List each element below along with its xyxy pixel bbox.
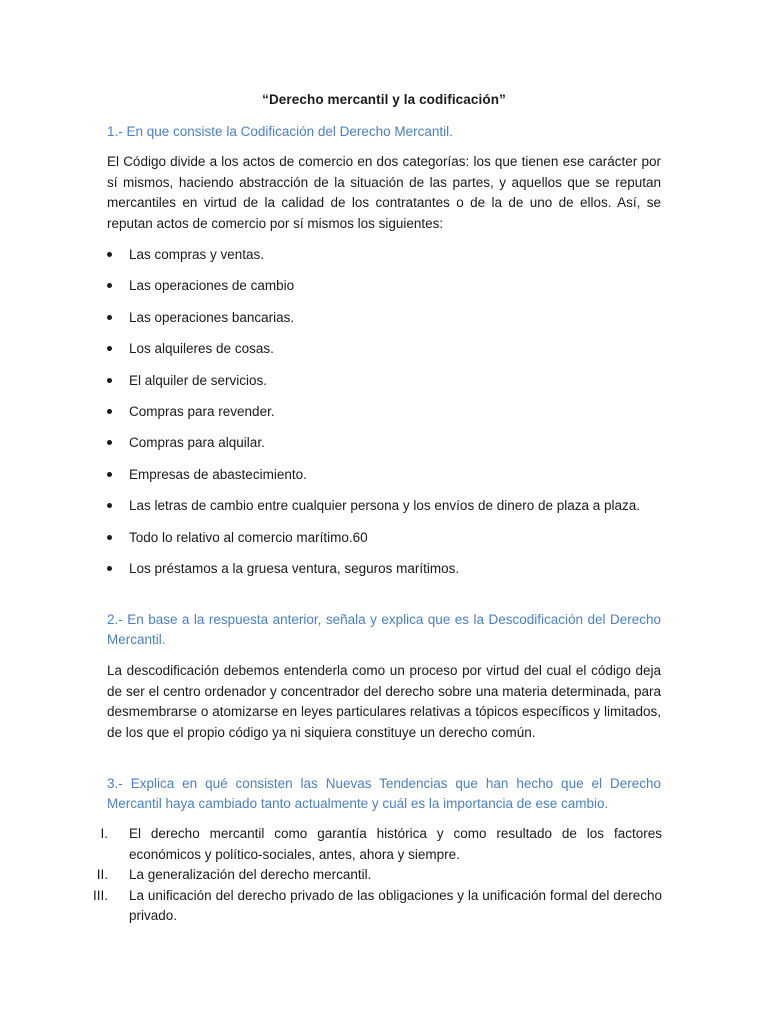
- document-title: “Derecho mercantil y la codificación”: [262, 92, 506, 107]
- list-item: [107, 245, 667, 276]
- list-item-text: Los alquileres de cosas.: [129, 341, 274, 357]
- acts-of-commerce-list: [107, 245, 667, 590]
- question-3-heading: 3.- Explica en qué consisten las Nuevas Tendencias que han hecho que el Derecho Mercantil haya cambiado tanto actualmente y cuál es la importancia de ese cambio.: [107, 776, 661, 811]
- list-item-text: El derecho mercantil como garantía histórica y como resultado de los factores económicos y político-sociales, antes, ahora y siempre.: [129, 826, 662, 862]
- list-item-text: Las operaciones bancarias.: [129, 309, 295, 325]
- list-item-text: Todo lo relativo al comercio marítimo.60: [129, 529, 368, 545]
- list-item-text: Compras para revender.: [129, 403, 275, 419]
- question-1-heading: 1.- En que consiste la Codificación del Derecho Mercantil.: [107, 124, 453, 139]
- question-1-answer: El Código divide a los actos de comercio en dos categorías: los que tienen ese carácter por sí mismos, haciendo abstracción de la situación de las partes, y aquellos que se reputan mercantiles en virtud de la calidad de los contratantes o de la de uno de ellos. Así, se reputan actos de comercio por sí mismos los siguientes:: [107, 154, 661, 231]
- list-item: [107, 402, 667, 433]
- list-item: [107, 528, 667, 559]
- roman-numeral: I.: [100, 826, 108, 841]
- bullet-icon: [107, 440, 112, 445]
- question-2-answer: La descodificación debemos entenderla como un proceso por virtud del cual el código deja de ser el centro ordenador y concentrador del derecho sobre una materia determinada, para desmembrarse o atomizarse en leyes particulares relativas a tópicos específicos y limitados, de los que el propio código ya ni siquiera constituye un derecho común.: [107, 663, 661, 740]
- bullet-icon: [107, 503, 112, 508]
- list-item-text: El alquiler de servicios.: [129, 372, 268, 388]
- list-item-text: Empresas de abastecimiento.: [129, 466, 307, 482]
- bullet-icon: [107, 472, 112, 477]
- bullet-icon: [107, 315, 112, 320]
- list-item-text: Compras para alquilar.: [129, 435, 265, 451]
- list-item: [107, 371, 667, 402]
- bullet-icon: [107, 378, 112, 383]
- list-item-text: La generalización del derecho mercantil.: [129, 867, 372, 882]
- list-item: [107, 559, 667, 590]
- list-item: [107, 433, 667, 464]
- list-item: [107, 496, 667, 527]
- bullet-icon: [107, 566, 112, 571]
- list-item-text: Las operaciones de cambio: [129, 278, 295, 294]
- question-2-heading: 2.- En base a la respuesta anterior, señala y explica que es la Descodificación del Derecho Mercantil.: [107, 612, 661, 647]
- bullet-icon: [107, 409, 112, 414]
- bullet-icon: [107, 346, 112, 351]
- list-item-text: Los préstamos a la gruesa ventura, seguros marítimos.: [129, 560, 460, 576]
- roman-numeral: II.: [96, 867, 108, 882]
- list-item: [70, 824, 662, 865]
- list-item: [107, 339, 667, 370]
- list-item-text: La unificación del derecho privado de las obligaciones y la unificación formal del derecho privado.: [129, 887, 662, 923]
- list-item: [70, 865, 662, 886]
- list-item: [70, 886, 662, 927]
- bullet-icon: [107, 535, 112, 540]
- new-trends-list: [70, 824, 662, 927]
- list-item: [107, 308, 667, 339]
- list-item: [107, 465, 667, 496]
- bullet-icon: [107, 283, 112, 288]
- list-item-text: Las letras de cambio entre cualquier persona y los envíos de dinero de plaza a plaza.: [129, 498, 641, 514]
- list-item-text: Las compras y ventas.: [129, 247, 265, 262]
- roman-numeral: III.: [92, 887, 108, 903]
- list-item: [107, 276, 667, 307]
- bullet-icon: [107, 252, 112, 257]
